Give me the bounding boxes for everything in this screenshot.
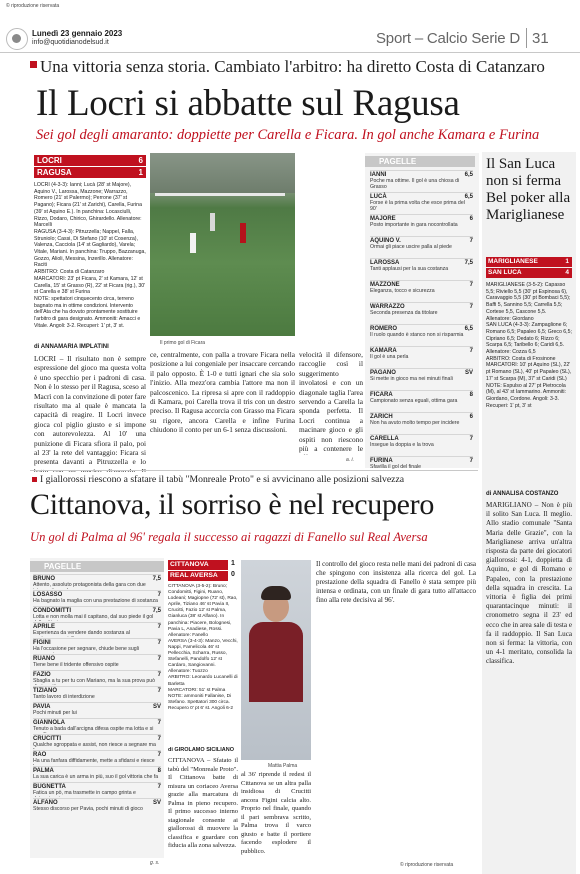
article-separator — [30, 470, 478, 471]
header-divider — [526, 28, 527, 48]
pagella-note: Seconda presenza da titolare — [370, 310, 438, 316]
article1-signature: a. i. — [346, 457, 355, 463]
pagella-name: CONDOMITTI — [33, 608, 71, 614]
article1-byline: di ANNAMARIA IMPLATINI — [34, 344, 109, 350]
score2-home: CITTANOVA — [168, 560, 228, 570]
pagella-note: Ha una fanfara diffidamente, mette a sfidarsi e riesce — [33, 758, 155, 764]
article1-body-col3: velocità il difensore, raccoglie così il suggerimento involatosi e con un diagonale taglia l'area servendo a Carella la sponda perfetta. Il Locri continua a macinare gioco e gli ospiti non riescono più a contenere le — [299, 350, 363, 454]
pagella-item — [33, 766, 161, 782]
pagella-vote: 7 — [157, 656, 161, 662]
article2-byline: di GIROLAMO SICILIANO — [168, 747, 234, 753]
pagella-note: Fatica un pò, ma trasmette in campo grinta e — [33, 790, 136, 796]
photo2-caption: Mattia Palma — [268, 763, 298, 769]
sidebar-body: MARIGLIANO – Non è più il solito San Luca. Il meglio. Allo stadio comunale "Santa Maria delle Grazie", con la Mariglianese arriva un'altra risposta da parte dei giocatori giallorossi: 4-1, doppietta di Aquino, e gol di Romano e Papaleo, con la prestazione della squadra in crescita. La vittoria è figlia dei primi quarantacinque minuti: il cronometro segna il 23' ed ecco che in area sale di testa e fa il raddoppio. Il San Luca non si ferma: la vittoria, con un 4-1 meritato, consolida la classifica. — [486, 501, 572, 666]
article1-body-col2: ce, centralmente, con palla a trovare Ficara nella posizione a lui congeniale per insaccare cercando il palo opposto. È 1-0 e tutti ignari che sia solo l'inizio. Alla mezz'ora cambia l'attore ma non il palcoscenico. La ripresa si apre con il raddoppio di Kamara, poi Carella trova il tris con un destro preciso. Il Ragusa accorcia con Grasso ma Ficara su rigore, ancora Carella e infine Furina chiudono il conto per un 6-1 senza discussioni. — [150, 350, 295, 435]
pagella-note: Forse è la prima volta che esce prima del 90' — [370, 200, 465, 213]
pagella-note: Il gol è una perla — [370, 354, 409, 360]
pagella-vote: 7 — [157, 640, 161, 646]
sidebar-score-home: MARIGLIANESE 1 — [486, 257, 572, 267]
pagella-item — [33, 590, 161, 606]
kicker2-square-icon — [32, 477, 37, 482]
pagella-item — [370, 302, 473, 324]
article2-headline: Cittanova, il sorriso è nel recupero — [30, 488, 435, 521]
pagella-name: WARRAZZO — [370, 304, 405, 310]
article2-body-col1: CITTANOVA – Sfatato il tabù del "Monreale Proto". Il Cittanova batte di misura un coriaceo Aversa grazie alla marcatura di Palma in pieno recupero. Il primo successo interno stagionale consente ai giallorossi di muovere la classifica e guardare con fiducia alla zona salvezza. — [168, 757, 238, 849]
pagella-name: PALMA — [33, 768, 54, 774]
pagella-name: APRILE — [33, 624, 56, 630]
pagella-vote: 7,5 — [152, 608, 161, 614]
pagella-note: Eleganza, tocco e sicurezza — [370, 288, 435, 294]
pagella-item — [370, 258, 473, 280]
pagella-note: Poche ma ottime. Il gol è una chiosa di Grasso — [370, 178, 460, 191]
score2-away: REAL AVERSA — [168, 571, 228, 581]
pagella-vote: 6,5 — [464, 326, 473, 332]
pagella-name: RAO — [33, 752, 47, 758]
page-number: 31 — [532, 30, 549, 47]
pagella-note: Insegue la doppia e la trova — [370, 442, 434, 448]
pagella-vote: 6,5 — [464, 172, 473, 178]
pagella-note: Non ha avuto molto tempo per incidere — [370, 420, 460, 426]
pagella-name: LAROSSA — [370, 260, 400, 266]
article1-body-col1: LOCRI – Il risultato non è sempre espressione del gioco ma questa volta è uno specchio per i padroni di casa. Non è lo stesso per il Ragusa, sceso al Macrì con la convinzione di poter fare risultato ma al quale è mancata la capacità di reagire. Il Locri invece gioca col piglio giusto e si impone con autorevolezza. Al 10' una punizione di Ficara sfiora il palo, poi al 23' la rete del vantaggio: Ficara si presenta davanti a Pitruzzella e lo — [34, 354, 146, 467]
pagella-name: BUGNETTA — [33, 784, 66, 790]
pagella-item — [33, 782, 161, 798]
pagella-note: Attento, assoluto protagonista della gara con due — [33, 582, 146, 588]
pagella-item — [33, 750, 161, 766]
pagella-item — [33, 686, 161, 702]
pagella-name: PAVIA — [33, 704, 51, 710]
article1-subhead: Sei gol degli amaranto: doppiette per Carella e Ficara. In gol anche Kamara e Furina — [36, 127, 540, 143]
pagella-name: LUCÀ — [370, 194, 387, 200]
pagella-vote: 7 — [469, 304, 473, 310]
pagella-name: GIANNOLA — [33, 720, 65, 726]
pagella-vote: 6,5 — [464, 194, 473, 200]
pagella-note: Ha bagnato la maglia con una prestazione di sostanza — [33, 598, 158, 604]
pagella-vote: 8 — [157, 768, 161, 774]
pagella-vote: 7 — [469, 436, 473, 442]
article1-kicker: Una vittoria senza storia. Cambiato l'arbitro: ha diretto Costa di Catanzaro — [40, 57, 545, 76]
pagella-name: PAGANO — [370, 370, 396, 376]
article1-headline: Il Locri si abbatte sul Ragusa — [36, 83, 460, 124]
pagella-note: Campionato senza eguali, ottima gara — [370, 398, 458, 404]
score-away: RAGUSA 1 — [34, 167, 146, 178]
article2-tabellino: CITTANOVA (3-5-2): Bruno; Condomitti, Figini, Ruano, Lodeani; Magiopne (72' st), Rao, Aprile, Tiziano 46' st Pavia II, Crucitti, Fazio 12' st Palma, Gianluca (38' st Alfano). In panchina: Piacere, Bolognesi, Pavia L, Anadiese, Rossi. Allenatore: Fanello AVERSA (3-4-3): Manzo, Vecchi, Nappi, Famelicola 46' st Pellecchia, Scharra, Russo, Stefanelli, Pandolfo 12' st Cardaro, Sangiovanni. Allenatore: Tuozzo ARBITRO: Leonardo Lucanelli di Barletta MARCATORI: 51' st Palma NOTE: ammoniti Fallanise, Di Stefano. Spettatori 300 circa. Recupero 0' pt 6' st. Angoli 6-2 — [168, 584, 238, 711]
pagella-note: Il ruolo quando è stanco non si risparmia — [370, 332, 464, 338]
pagelle1-list — [370, 170, 473, 478]
player-photo — [241, 560, 311, 760]
article1-tabellino: LOCRI (4-3-3): Ianni; Lucà (28' st Majore), Aquino V., Larossa, Mazzone; Warrazzo, Romero (21' st Palermo); Perrone (37' st Pagano); Ficara (21' st Zarichi), Carella, Furina (39' st Aquino E.). In panchina: Locasciulli, Rizzo, Dodaro, Chirico, Ghirardello. Allenatore: Marcelli RAGUSA (3-4-3): Pitruzzella; Nappel, Falla, Struniolo; Cassi, Di Stefano (10' st Cosenza), Valenza, Cacciola (14' st Gagliardo), Varela; Vitale, Mariani. In panchina: Truppo, Bazzanuga, Gozzo, Alioli, Messina, Inzerillo. Allenatore: Raciti ARBITRO: Costa di Catanzaro MARCATORI: 23' pt Ficara, 2' st Kamara, 12' st Carella, 15' st Grasso (R), 22' st Ficara (rig.), 30' st Carella e 38' st Furina NOTE: spettatori cinquecento circa, terreno bagnato ma in ottime condizioni. Intervento dell'Ata che ha dovuto prontamente sostituire l'arbitro di gara designato. Ammoniti: Amacci e Vitale. Angoli: 3-2. Recuperi: 1' pt, 3' st. — [34, 182, 146, 329]
pagella-name: AQUINO V. — [370, 238, 401, 244]
pagella-item — [33, 622, 161, 638]
article2-body-col3: Il controllo del gioco resta nelle mani dei padroni di casa che spingono con insistenza alla ricerca del gol. La prestazione della squadra di Fanello è stata sempre più intensa e ordinata, con un finale di gara tutto all'attacco fino alla rete decisiva al 96'. — [316, 560, 476, 605]
pagella-name: ROMERO — [370, 326, 397, 332]
pagella-vote: 7,5 — [464, 260, 473, 266]
pagella-vote: SV — [152, 800, 161, 806]
sidebar-title: Il San Luca non si ferma Bel poker alla Mariglianese — [486, 156, 571, 223]
pagella-name: KAMARA — [370, 348, 397, 354]
pagella-vote: 7 — [469, 238, 473, 244]
pagella-vote: 7 — [157, 592, 161, 598]
pagella-vote: 7 — [157, 752, 161, 758]
pagella-vote: 7 — [157, 624, 161, 630]
pagella-name: RUANO — [33, 656, 55, 662]
pagella-item — [33, 734, 161, 750]
pagella-item — [370, 412, 473, 434]
pagella-item — [33, 702, 161, 718]
pagella-vote: 6 — [469, 414, 473, 420]
pagella-note: Sbaglia a tu per tu con Mariano, ma la sua prova può — [33, 678, 155, 684]
pagella-name: FAZIO — [33, 672, 51, 678]
score2-away-goals: 0 — [231, 571, 235, 578]
pagella-name: ALFANO — [33, 800, 58, 806]
pagella-name: FIGINI — [33, 640, 51, 646]
pagella-item — [370, 170, 473, 192]
article2-body-col2: al 36' riprende il redesi il Cittanova se un altra palla insidiosa di Crucitti ancora Figini calcia alto. Proprio nel finale, quando il pari sembrava scritto, Palma trova il varco giusto e batte il portiere facendo esplodere il pubblico. — [241, 771, 311, 855]
pagella-note: Qualche sgroppata e assist, non riesce a segnare ma — [33, 742, 156, 748]
pagella-item — [33, 574, 161, 590]
pagella-vote: 7 — [469, 458, 473, 464]
pagella-item — [33, 638, 161, 654]
article2-kicker: I giallorossi riescono a sfatare il tabù "Monreale Proto" e si avvicinano alle posizioni salvezza — [40, 474, 405, 485]
pagella-note: Stesso discorso per Pavia, pochi minuti di gioco — [33, 806, 143, 812]
pagella-note: Lotta e non molla mai il capitano, dal suo piede il gol — [33, 614, 154, 620]
pagella-item — [370, 192, 473, 214]
sidebar-byline: di ANNALISA COSTANZO — [486, 491, 559, 497]
pagella-item — [370, 236, 473, 258]
issue-date: Lunedì 23 gennaio 2023 — [32, 29, 123, 38]
pagelle1-title: PAGELLE — [365, 156, 475, 167]
pagella-vote: 7 — [157, 672, 161, 678]
pagella-name: MAZZONE — [370, 282, 400, 288]
section-title: Sport – Calcio Serie D — [376, 30, 520, 47]
pagella-note: Esperienza da vendere dando sostanza al — [33, 630, 130, 636]
match-photo — [150, 153, 295, 336]
pagella-vote: 7,5 — [152, 576, 161, 582]
pagella-note: Tanto lavoro di interdizione — [33, 694, 95, 700]
sidebar-score-away: SAN LUCA 4 — [486, 268, 572, 278]
pagella-item — [370, 390, 473, 412]
pagella-note: Ormai gli piace uscire palla al piede — [370, 244, 452, 250]
kicker-square-icon — [30, 61, 37, 68]
pagella-item — [370, 280, 473, 302]
pagelle2-signature: g. s. — [150, 860, 160, 866]
pagella-note: Tenuto a bada dall'arcigna difesa ospite ma lotta e si — [33, 726, 154, 732]
pagella-vote: SV — [464, 370, 473, 376]
pagella-name: TIZIANO — [33, 688, 57, 694]
pagella-note: Tiene bene il tridente offensivo ospite — [33, 662, 119, 668]
pagella-note: Sfavilla il gol del finale — [370, 464, 422, 470]
article2-subhead: Un gol di Palma al 96' regala il successo ai ragazzi di Fanello sul Real Aversa — [30, 530, 428, 544]
pagella-name: LOSASSO — [33, 592, 63, 598]
newspaper-logo-icon — [6, 28, 28, 50]
pagella-item — [33, 718, 161, 734]
pagella-note: Pochi minuti per lui — [33, 710, 77, 716]
pagella-item — [370, 368, 473, 390]
pagella-note: La sua carica è un arma in più, suo il gol vittoria che fa — [33, 774, 159, 780]
pagella-name: MAJORE — [370, 216, 396, 222]
pagella-vote: 7 — [157, 736, 161, 742]
pagella-vote: 6 — [469, 216, 473, 222]
score2-home-goals: 1 — [231, 560, 235, 567]
header-rule — [0, 52, 580, 53]
pagella-name: FICARA — [370, 392, 393, 398]
photo1-caption: Il primo gol di Ficara — [160, 340, 206, 346]
pagella-note: Si mette in gioco ma nei minuti finali — [370, 376, 453, 382]
pagella-name: IANNI — [370, 172, 387, 178]
pagella-note: Posto importante in gara nocontrollata — [370, 222, 458, 228]
copyright-footer: © riproduzione riservata — [400, 862, 454, 868]
pagella-item — [370, 346, 473, 368]
pagella-item — [33, 606, 161, 622]
pagella-name: FURINA — [370, 458, 393, 464]
pagella-name: BRUNO — [33, 576, 55, 582]
pagella-item — [370, 324, 473, 346]
pagella-item — [370, 434, 473, 456]
pagella-vote: 7 — [157, 688, 161, 694]
pagella-item — [33, 798, 161, 814]
pagella-name: CRUCITTI — [33, 736, 61, 742]
pagella-vote: 7 — [157, 784, 161, 790]
pagelle2-list — [33, 574, 161, 814]
pagella-vote: 7 — [469, 282, 473, 288]
copyright-line: © riproduzione riservata — [6, 3, 60, 9]
pagella-note: Tanti applausi per la sua costanza — [370, 266, 449, 272]
score-home: LOCRI 6 — [34, 155, 146, 166]
pagella-vote: 7 — [469, 348, 473, 354]
contact-email[interactable]: info@quotidianodelsud.it — [32, 39, 109, 46]
pagella-name: CARELLA — [370, 436, 399, 442]
pagella-vote: 8 — [469, 392, 473, 398]
pagelle2-title: PAGELLE — [30, 561, 164, 572]
pagella-name: ZARICH — [370, 414, 393, 420]
pagella-item — [33, 654, 161, 670]
pagella-vote: SV — [152, 704, 161, 710]
pagella-vote: 7 — [157, 720, 161, 726]
pagella-item — [370, 214, 473, 236]
pagella-item — [33, 670, 161, 686]
sidebar-tabellino: MARIGLIANESE (3-5-2): Capasso 5,5; Riviello 5,5 (30' pt Espinosa 6), Caravaggio 5,5 (30' pt Bombaci 5,5); Baffi 5, Sannino 5,5; Carrella 5,5; Cortese 5,5, Cascone 5,5. Allenatore: Giordano SAN LUCA (4-3-3): Zampaglione 6; Romano 6,5; Papaleo 6,5; Greco 6,5; Cipriano 6,5; Dedato 6; Rizzo 6; Scarpa 6,5; Taribello 6; Caridi 6,5. Allenatore: Cozza 6,5 ARBITRO: Costa di Frosinone MARCATORI: 10' pt Aquino (SL), 22' pt Romano (SL), 40' pt Papaleo (SL), 17' st Scarpa (M), 37' st Caridi (SL) NOTE: Espulso al 27' pt Pietrocola (M), al 43' st Iammarino. Ammoniti: Giordano, Cordone. Angoli: 3-3. Recuperi: 1' pt, 3' st — [486, 282, 572, 409]
pagella-note: Ha l'occasione per segnare, chiude bene sugli — [33, 646, 139, 652]
